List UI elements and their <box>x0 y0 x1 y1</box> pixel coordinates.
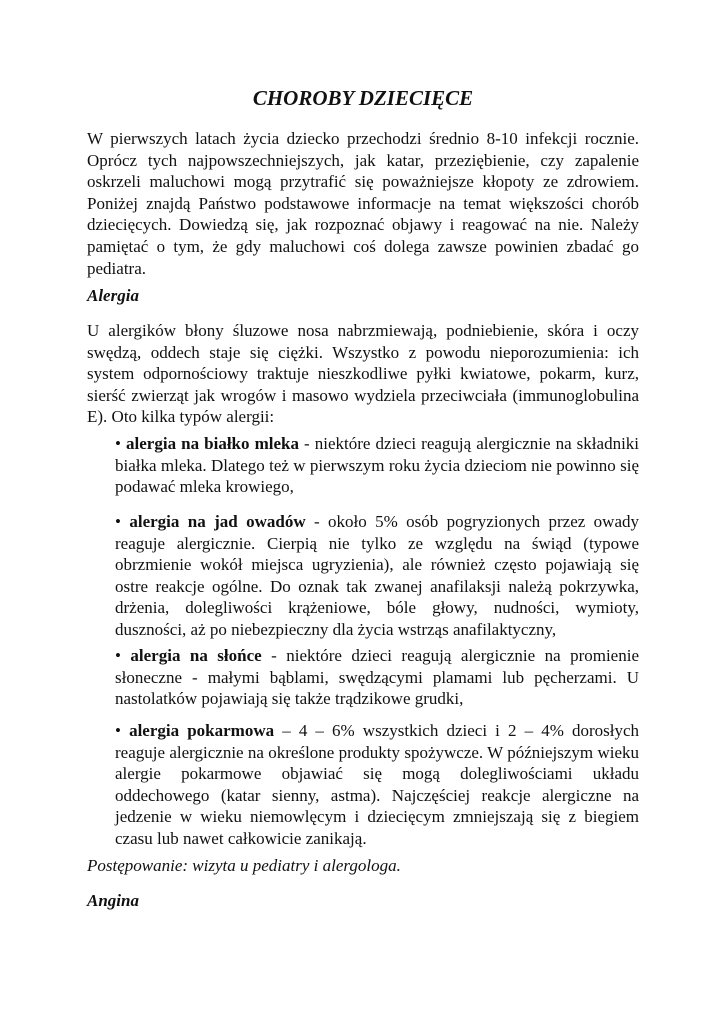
list-item <box>115 645 639 710</box>
bullet-icon: • <box>115 646 121 665</box>
list-item <box>115 511 639 641</box>
list-item <box>115 433 639 498</box>
list-item-text: - niektóre dzieci reagują alergicznie na składniki białka mleka. Dlatego też w pierwszym roku życia dzieciom nie powinno się podawać mleka krowiego, <box>115 434 640 497</box>
postepowanie-note: Postępowanie: wizyta u pediatry i alergologa. <box>87 856 401 875</box>
list-item-term: alergia na słońce <box>130 646 262 665</box>
intro-paragraph: W pierwszych latach życia dziecko przechodzi średnio 8-10 infekcji rocznie. Oprócz tych najpowszechniejszych, jak katar, przeziębienie, czy zapalenie oskrzeli maluchowi mogą przytrafić się poważniejsze kłopoty ze zdrowiem. Poniżej znajdą Państwo podstawowe informacje na temat większości chorób dziecięcych. Dowiedzą się, jak rozpoznać objawy i reagować na nie. Należy pamiętać o tym, że gdy maluchowi coś dolega zawsze powinien zbadać go pediatra. <box>87 129 639 278</box>
page-title: CHOROBY DZIECIĘCE <box>252 86 474 110</box>
list-item <box>115 720 639 850</box>
list-item-term: alergia pokarmowa <box>129 721 275 740</box>
list-item-term: alergia na białko mleka <box>126 434 299 453</box>
list-item-text: - około 5% osób pogryzionych przez owady reaguje alergicznie. Cierpią nie tylko ze względu na świąd (typowe obrzmienie wokół miejsca ugryzienia), ale również często pojawiają się ostre reakcje ogólne. Do oznak tak zwanej anafilaksji należą pokrzywka, drżenia, dolegliwości krążeniowe, bóle głowy, nudności, wymioty, duszności, aż po niebezpieczny dla życia wstrząs anafilaktyczny, <box>115 512 639 639</box>
list-item-term: alergia na jad owadów <box>129 512 306 531</box>
section-heading-alergia: Alergia <box>87 286 139 305</box>
section-heading-angina: Angina <box>87 891 139 910</box>
bullet-icon: • <box>115 721 121 740</box>
list-item-text: - niektóre dzieci reagują alergicznie na promienie słoneczne - małymi bąblami, swędzącymi plamami lub pęcherzami. U nastolatków pojawiają się także trądzikowe grudki, <box>115 646 639 709</box>
alergia-paragraph: U alergików błony śluzowe nosa nabrzmiewają, podniebienie, skóra i oczy swędzą, oddech staje się ciężki. Wszystko z powodu nieporozumienia: ich system odpornościowy traktuje nieszkodliwe pyłki kwiatowe, pokarm, kurz, sierść zwierząt jak wrogów i masowo wydziela przeciwciała (immunoglobulina E). Oto kilka typów alergii: <box>87 321 639 427</box>
bullet-icon: • <box>115 512 121 531</box>
bullet-icon: • <box>115 434 121 453</box>
list-item-text: – 4 – 6% wszystkich dzieci i 2 – 4% dorosłych reaguje alergicznie na określone produkty spożywcze. W późniejszym wieku alergie pokarmowe objawiać się mogą dolegliwościami układu oddechowego (katar sienny, astma). Najczęściej reakcje alergiczne na jedzenie w wieku niemowlęcym i dziecięcym zmniejszają się z biegiem czasu lub nawet całkowicie zanikają. <box>115 721 640 848</box>
